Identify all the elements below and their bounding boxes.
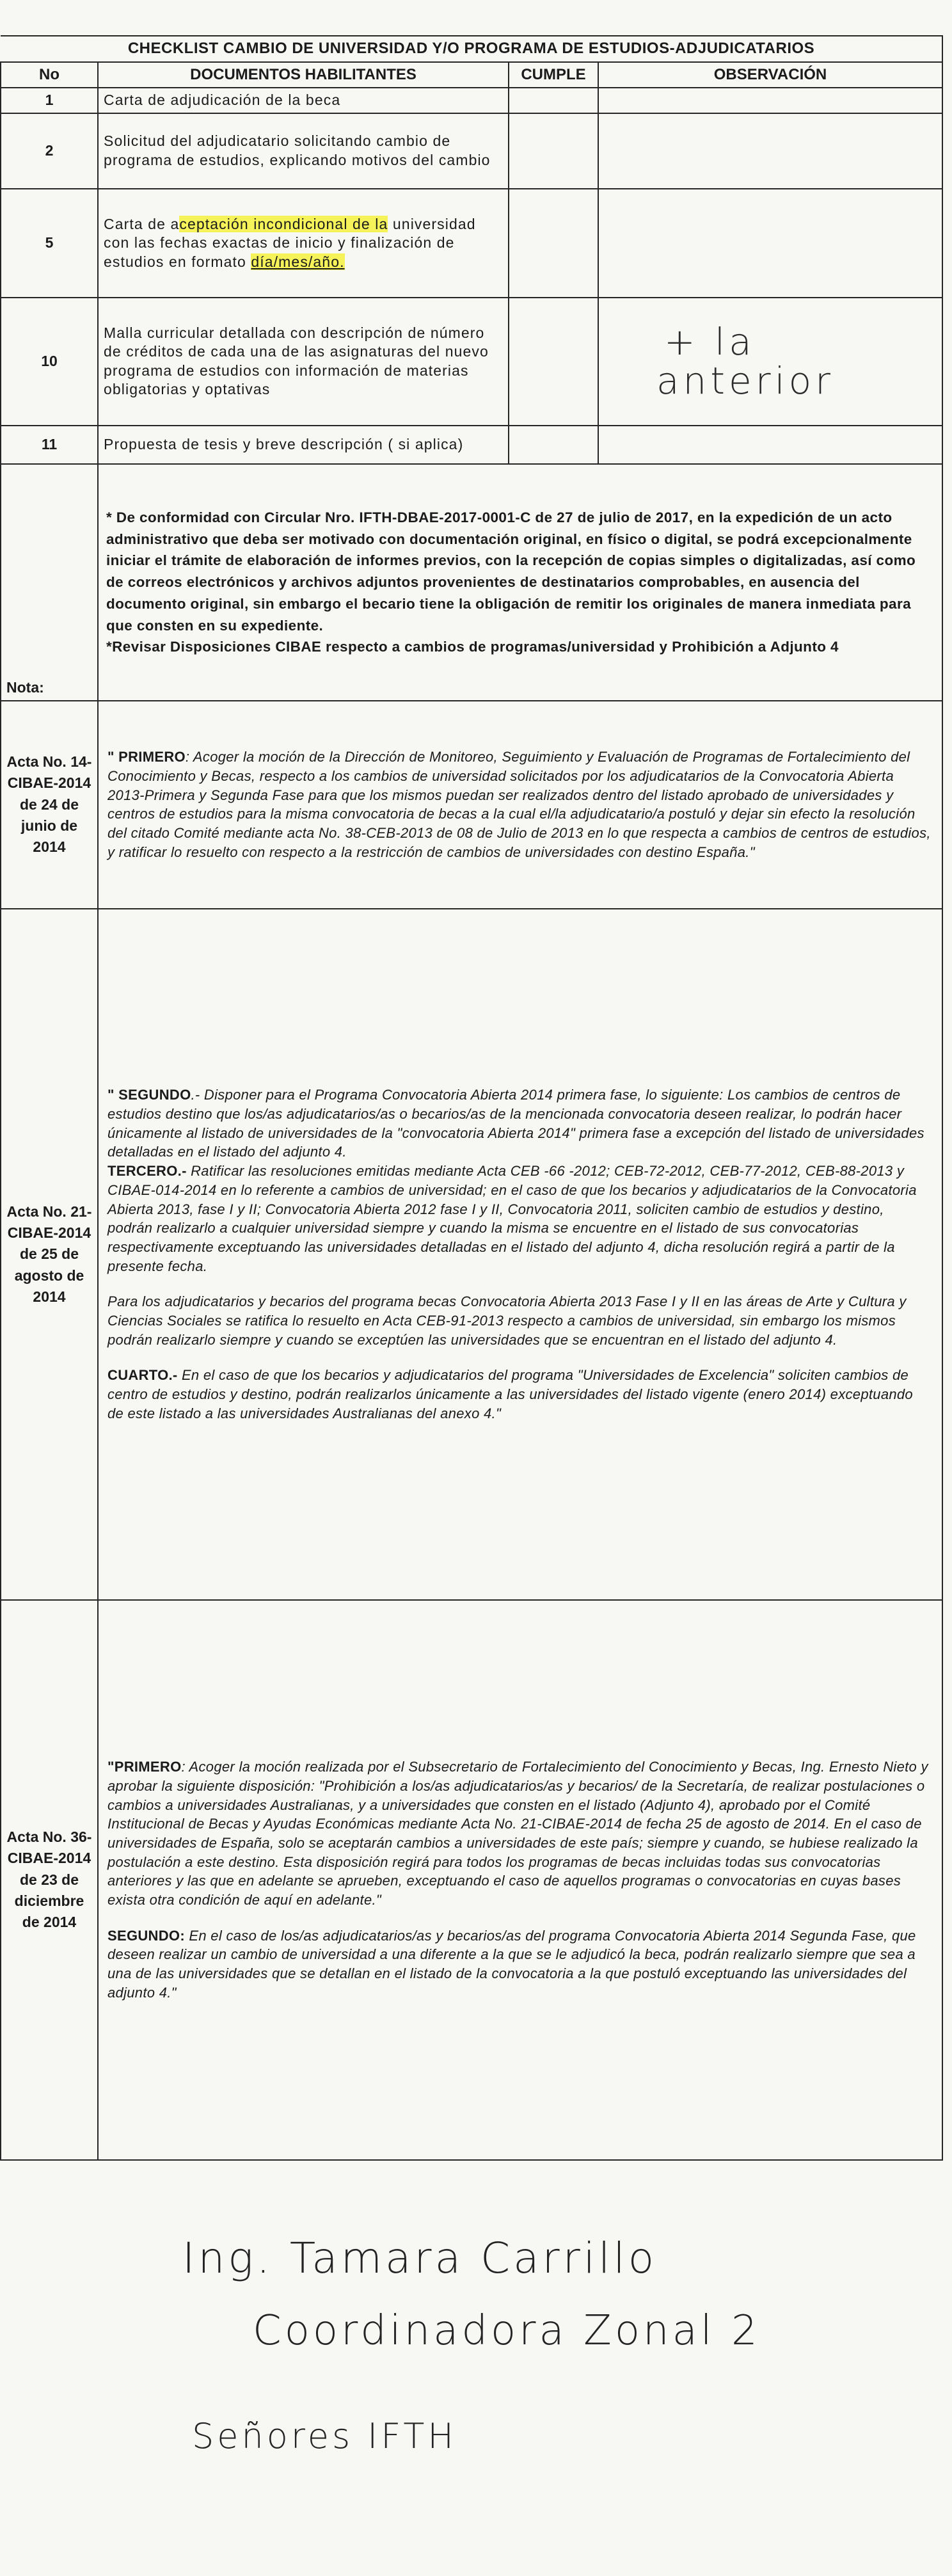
row-cumple: [509, 426, 598, 464]
acta-label: Acta No. 36-CIBAE-2014 de 23 de diciembre de 2014: [1, 1600, 98, 2160]
acta-text: Ratificar las resoluciones emitidas mediante Acta CEB -66 -2012; CEB-72-2012, CEB-77-2012, CEB-88-2013 y CIBAE-014-2014 en lo referente a cambios de universidad; en el caso de que los becarios y adjudicatarios de la Convocatoria Abierta 2013, fase I y II; Convocatoria Abierta 2012 fase I y II, Convocatoria 2011, soliciten cambio de estudios y destino, podrán realizarlo a cualquier universidad siempre y cuando la misma se encuentre en el listado de sus convocatorias respectivamente exceptuando las universidades detalladas en el listado del adjunto 4, dicha resolución regirá a partir de la presente fecha.: [107, 1163, 917, 1274]
document-title: CHECKLIST CAMBIO DE UNIVERSIDAD Y/O PROGRAMA DE ESTUDIOS-ADJUDICATARIOS: [1, 36, 942, 62]
highlighted-text: ceptación incondicional de la: [179, 215, 388, 232]
row-document: Solicitud del adjudicatario solicitando cambio de programa de estudios, explicando motivos del cambio: [98, 113, 509, 189]
table-row: [1, 298, 942, 426]
doc-text-c: universidad con las fechas exactas de inicio y finalización de estudios en formato: [104, 215, 476, 270]
row-observacion: [598, 298, 942, 426]
row-number: 11: [1, 426, 98, 464]
row-cumple: [509, 113, 598, 189]
acta-lead: CUARTO.-: [107, 1367, 178, 1384]
nota-row: [1, 464, 942, 701]
row-observacion: [598, 426, 942, 464]
acta-text: En el caso de que los becarios y adjudicatarios del programa "Universidades de Excelencia" soliciten cambios de centro de estudios y destino, podrán realizarlos únicamente a las universidades del listado vigente (enero 2014) exceptuando de este listado a las universidades Australianas del anexo 4.": [107, 1367, 913, 1421]
nota-paragraph-1: * De conformidad con Circular Nro. IFTH-DBAE-2017-0001-C de 27 de julio de 2017, en la expedición de un acto administrativo que deba ser motivado con documentación original, en físico o digital, se podrá excepcionalmente iniciar el trámite de elaboración de informes previos, con la recepción de copias simples o digitalizadas, así como de correos electrónicos y archivos adjuntos provenientes de destinatarios comprobables, en ausencia del documento original, sin embargo el becario tiene la obligación de remitir los originales de manera inmediata para que consten en su expediente.: [106, 509, 916, 634]
handwritten-note-line2: anterior: [656, 358, 835, 403]
row-number: 2: [1, 113, 98, 189]
row-observacion: [598, 189, 942, 298]
acta-text: Para los adjudicatarios y becarios del programa becas Convocatoria Abierta 2013 Fase I y II en las áreas de Arte y Cultura y Ciencias Sociales se ratifica lo resuelto en Acta CEB-91-2013 respecto a cambios de universidad, sin embargo los mismos podrán realizarlo siempre y cuando se exceptúen las universidades que se encuentran en el listado del adjunto 4.: [107, 1293, 907, 1348]
acta-row-21: [1, 909, 942, 1600]
signature-title: Coordinadora Zonal 2: [253, 2307, 761, 2355]
acta-lead: " PRIMERO: [107, 749, 186, 765]
acta-lead: "PRIMERO: [107, 1759, 182, 1775]
acta-label: Acta No. 21-CIBAE-2014 de 25 de agosto de 2014: [1, 909, 98, 1600]
row-document: [98, 189, 509, 298]
header-row: [1, 62, 942, 88]
checklist-table: [0, 35, 943, 2161]
acta-lead: TERCERO.-: [107, 1163, 187, 1180]
doc-text-a: Carta de a: [104, 215, 180, 232]
row-cumple: [509, 189, 598, 298]
row-number: 1: [1, 88, 98, 113]
highlighted-date-format: día/mes/año.: [251, 253, 345, 270]
acta-lead: SEGUNDO:: [107, 1927, 185, 1944]
acta-lead: " SEGUNDO: [107, 1087, 191, 1103]
acta-text: : Acoger la moción de la Dirección de Monitoreo, Seguimiento y Evaluación de Programas de Fortalecimiento del Conocimiento y Becas, respecto a los cambios de universidad solicitados por los adjudicatarios de la Convocatoria Abierta 2013-Primera y Segunda Fase para que los mismos puedan ser realizados dentro del listado aprobado de universidades y centros de estudios para la misma convocatoria de becas a la cual el/la adjudicatario/a postuló y dejar sin efecto la resolución del citado Comité mediante acta No. 38-CEB-2013 de 08 de Julio de 2013 en lo que respecta a cambios de centros de estudios, y ratificar lo resuelto con respecto a la restricción de cambios de universidades con destino España.": [107, 749, 931, 860]
row-observacion: [598, 88, 942, 113]
row-document: Malla curricular detallada con descripción de número de créditos de cada una de las asignaturas del nuevo programa de estudios con información de materias obligatorias y optativas: [98, 298, 509, 426]
acta-content: [98, 909, 942, 1600]
table-row: [1, 88, 942, 113]
nota-paragraph-2: *Revisar Disposiciones CIBAE respecto a cambios de programas/universidad y Prohibición a Adjunto 4: [106, 639, 839, 655]
handwritten-note-line1: + la: [664, 319, 756, 364]
row-number: 5: [1, 189, 98, 298]
nota-label: Nota:: [1, 464, 98, 701]
row-document: Propuesta de tesis y breve descripción ( si aplica): [98, 426, 509, 464]
signature-recipient: Señores IFTH: [192, 2416, 457, 2456]
acta-row-14: [1, 701, 942, 909]
acta-text: .- Disponer para el Programa Convocatoria Abierta 2014 primera fase, lo siguiente: Los cambios de centros de estudios destino que los/as adjudicatarios/as o becarios/as de la mencionada convocatoria deseen realizar, lo podrán hacer únicamente al listado de universidades de la "convocatoria Abierta 2014" primera fase a excepción del listado de universidades detalladas en el listado del adjunto 4.: [107, 1087, 924, 1160]
acta-text: En el caso de los/as adjudicatarios/as y becarios/as del programa Convocatoria Abierta 2014 Segunda Fase, que deseen realizar un cambio de universidad a una diferente a la que se le adjudicó la beca, podrán realizarlo siempre que sea a una de las universidades que se detallan en el listado de la convocatoria a la que postuló exceptuando las universidades del adjunto 4.": [107, 1927, 916, 2001]
row-cumple: [509, 298, 598, 426]
header-no: No: [1, 62, 98, 88]
header-cumple: CUMPLE: [509, 62, 598, 88]
table-row: [1, 113, 942, 189]
nota-content: [98, 464, 942, 701]
table-row: [1, 426, 942, 464]
acta-content: [98, 701, 942, 909]
table-row: [1, 189, 942, 298]
row-observacion: [598, 113, 942, 189]
checklist-sheet: [0, 35, 942, 2161]
row-cumple: [509, 88, 598, 113]
acta-label: Acta No. 14-CIBAE-2014 de 24 de junio de 2014: [1, 701, 98, 909]
acta-text: : Acoger la moción realizada por el Subsecretario de Fortalecimiento del Conocimiento y Becas, Ing. Ernesto Nieto y aprobar la siguiente disposición: "Prohibición a los/as adjudicatarios/as y becarios/ de la Secretaría, de realizar postulaciones o cambios a universidades Australianas, y a universidades que consten en el listado (Adjunto 4), aprobado por el Comité Institucional de Becas y Ayudas Económicas mediante Acta No. 21-CIBAE-2014 de fecha 25 de agosto de 2014. En el caso de universidades de España, solo se aceptarán cambios a universidades de este país; siempre y cuando, se hubiese realizado la postulación a este destino. Esta disposición regirá para todos los programas de becas incluidas todas sus convocatorias anteriores y las que en adelante se aprueben, exceptuando el caso de aquellos programas o convocatorias en cuyas bases exista otra condición de aquí en adelante.": [107, 1759, 928, 1908]
header-observacion: OBSERVACIÓN: [598, 62, 942, 88]
title-row: [1, 36, 942, 62]
row-number: 10: [1, 298, 98, 426]
acta-row-36: [1, 1600, 942, 2160]
acta-content: [98, 1600, 942, 2160]
signature-name: Ing. Tamara Carrillo: [182, 2234, 658, 2283]
header-documentos: DOCUMENTOS HABILITANTES: [98, 62, 509, 88]
row-document: Carta de adjudicación de la beca: [98, 88, 509, 113]
